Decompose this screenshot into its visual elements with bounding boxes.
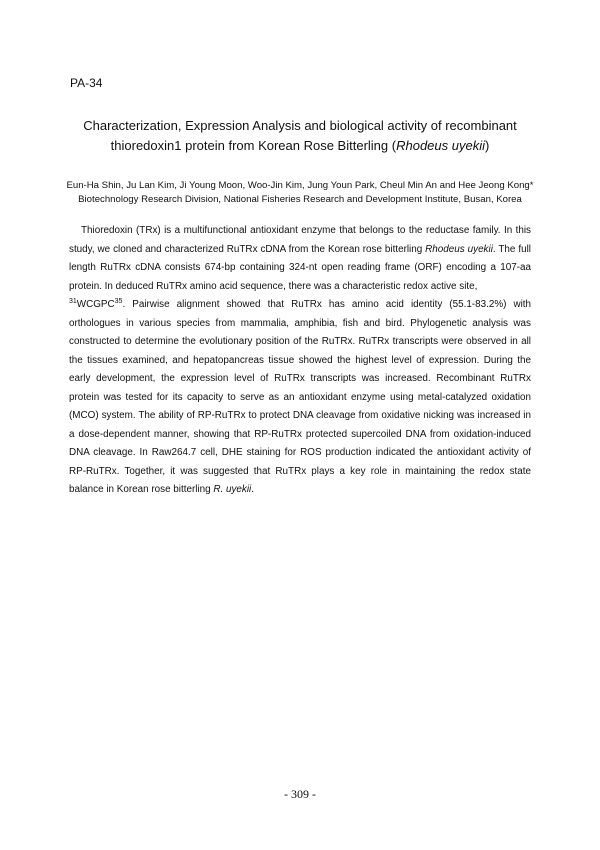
abstract-paragraph bbox=[69, 222, 531, 500]
motif-sequence: WCGPC bbox=[76, 299, 115, 310]
title-line-2-prefix: thioredoxin1 protein from Korean Rose Bitterling ( bbox=[110, 138, 397, 153]
title-species: Rhodeus uyekii bbox=[396, 138, 485, 153]
abstract-text-3: . Pairwise alignment showed that RuTRx has amino acid identity (55.1-83.2%) with orthologues in various species from mammalia, amphibia, fish and bird. Phylogenetic analysis was constructed to determine the evolutionary position of the RuTRx. RuTRx transcripts were observed in all the tissues examined, and hepatopancreas tissue showed the highest level of expression. During the early development, the expression level of RuTRx transcripts was increased. Recombinant RuTRx protein was tested for its capacity to serve as an antioxidant enzyme using metal-catalyzed oxidation (MCO) system. The ability of RP-RuTRx to protect DNA cleavage from oxidative nicking was increased in a dose-dependent manner, showing that RP-RuTRx protected supercoiled DNA from oxidation-induced DNA cleavage. In Raw264.7 cell, DHE staining for ROS production indicated the antioxidant activity of RP-RuTRx. Together, it was suggested that RuTRx plays a key role in maintaining the redox state balance in Korean rose bitterling bbox=[69, 299, 531, 495]
motif-end-position: 35 bbox=[114, 298, 123, 305]
title-line-2-suffix: ) bbox=[484, 138, 490, 153]
abstract-text-4: . bbox=[251, 484, 254, 495]
page-number: - 309 - bbox=[284, 787, 316, 801]
title-line-1: Characterization, Expression Analysis and biological activity of recombinant bbox=[83, 118, 517, 133]
affiliation: Biotechnology Research Division, National Fisheries Research and Development Institute, Busan, Korea bbox=[78, 194, 522, 205]
abstract-code: PA-34 bbox=[70, 76, 103, 90]
abstract-text-2: . The full length RuTRx cDNA consists 674-bp containing 324-nt open reading frame (ORF) encoding a 107-aa protein. In deduced RuTRx amino acid sequence, there was a characteristic redox active site, bbox=[69, 243, 531, 292]
species-abbrev: R. uyekii bbox=[213, 484, 252, 495]
species-name: Rhodeus uyekii bbox=[425, 243, 493, 255]
abstract-body bbox=[69, 222, 531, 500]
abstract-text-1: Thioredoxin (TRx) is a multifunctional antioxidant enzyme that belongs to the reductase family. In this study, we cloned and characterized RuTRx cDNA from the Korean rose bitterling bbox=[69, 225, 531, 255]
author-list: Eun-Ha Shin, Ju Lan Kim, Ji Young Moon, Woo-Jin Kim, Jung Youn Park, Cheul Min An and Hee Jeong Kong* bbox=[66, 180, 534, 191]
motif-start-position: 31 bbox=[69, 298, 77, 305]
paper-title bbox=[60, 116, 540, 156]
